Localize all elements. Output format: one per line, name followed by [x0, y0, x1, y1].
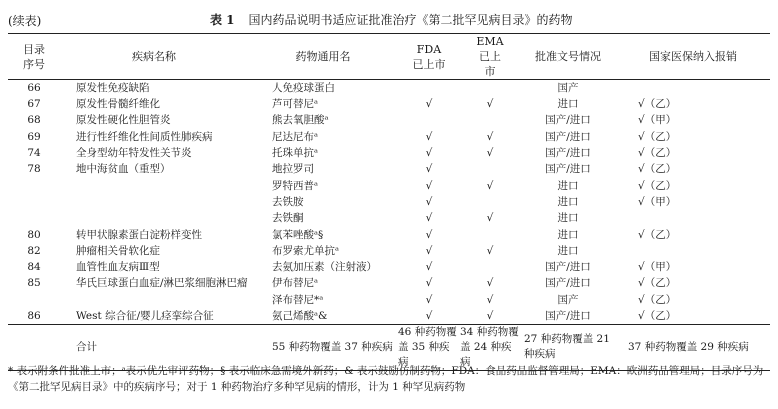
cell-approval: 国产/进口: [545, 163, 591, 176]
cell-drug: 伊布替尼ᵃ: [272, 277, 319, 290]
cell-drug: 地拉罗司: [272, 163, 314, 176]
cell-drug: 泽布替尼*ᵃ: [272, 293, 324, 306]
header-ema: EMA已上市: [476, 35, 504, 78]
cell-approval: 国产/进口: [545, 130, 591, 143]
cell-insurance: √（乙）: [638, 277, 677, 290]
cell-disease: [60, 194, 248, 210]
cell-insurance: [616, 80, 770, 97]
table-row: [8, 145, 770, 161]
total-drug: 55 种药物覆盖 37 种疾病: [272, 340, 393, 353]
cell-drug: 托珠单抗ᵃ: [272, 147, 319, 160]
cell-fda: √: [425, 147, 433, 160]
cell-ema: √: [486, 98, 494, 111]
cell-disease: 肿瘤相关骨软化症: [76, 244, 160, 257]
cell-fda: √: [425, 163, 433, 176]
cell-disease: West 综合征/婴儿痉挛综合征: [76, 309, 214, 322]
cell-fda: √: [425, 277, 433, 290]
table-row: [8, 80, 770, 97]
cell-disease: 原发性硬化性胆管炎: [76, 114, 171, 127]
cell-disease: 全身型幼年特发性关节炎: [76, 147, 192, 160]
cell-insurance: √（乙）: [638, 228, 677, 241]
cell-insurance: √（甲）: [638, 114, 677, 127]
table-row: [8, 177, 770, 193]
cell-ema: [460, 259, 520, 275]
cell-num: 84: [27, 261, 41, 274]
cell-approval: 国产: [557, 82, 579, 94]
cell-fda: √: [425, 309, 433, 322]
cell-approval: 国产/进口: [545, 147, 591, 160]
table-label: 表 1: [210, 13, 235, 27]
cell-drug: 去氨加压素（注射液）: [272, 261, 377, 274]
cell-drug: 芦可替尼ᵃ: [272, 98, 319, 111]
cell-ema: √: [486, 244, 494, 257]
total-fda: 46 种药物覆盖 35 种疾病: [398, 325, 457, 368]
cell-num: [8, 177, 60, 193]
cell-disease: 转甲状腺素蛋白淀粉样变性: [76, 228, 202, 241]
cell-fda: √: [425, 212, 433, 225]
drug-table: [8, 33, 770, 371]
cell-insurance: √（乙）: [638, 147, 677, 160]
cell-drug: 熊去氧胆酸ᵃ: [272, 114, 329, 127]
cell-fda: √: [425, 228, 433, 241]
cell-approval: 国产: [557, 293, 579, 306]
cell-insurance: √（甲）: [638, 261, 677, 274]
cell-insurance: √（乙）: [638, 309, 677, 322]
header-fda: FDA已上市: [412, 42, 446, 71]
cell-fda: √: [425, 195, 433, 208]
cell-drug: 尼达尼布ᵃ: [272, 130, 319, 143]
cell-num: 78: [27, 163, 41, 176]
cell-drug: 人免疫球蛋白: [272, 82, 335, 94]
cell-insurance: [616, 210, 770, 226]
cell-ema: √: [486, 130, 494, 143]
cell-approval: 进口: [557, 98, 579, 111]
cell-ema: [460, 112, 520, 128]
cell-num: [8, 292, 60, 308]
cell-ema: √: [486, 179, 494, 192]
header-num: 目录序号: [23, 42, 45, 71]
cell-approval: 进口: [557, 228, 579, 241]
table-row: [8, 243, 770, 259]
cell-num: 69: [27, 130, 41, 143]
cell-insurance: √（乙）: [638, 98, 677, 111]
cell-num: 68: [27, 114, 41, 127]
header-disease: 疾病名称: [132, 50, 176, 63]
total-insurance: 37 种药物覆盖 29 种疾病: [628, 340, 749, 353]
table-row: [8, 210, 770, 226]
cell-insurance: [616, 243, 770, 259]
table-row: [8, 226, 770, 242]
cell-drug: 去铁酮: [272, 212, 304, 225]
cell-ema: [460, 80, 520, 97]
cell-disease: [60, 177, 248, 193]
cell-ema: [460, 161, 520, 177]
cell-ema: [460, 226, 520, 242]
header-approval: 批准文号情况: [535, 50, 601, 63]
header-drug: 药物通用名: [295, 50, 351, 63]
cell-fda: √: [425, 98, 433, 111]
table-row: [8, 112, 770, 128]
cell-ema: [460, 194, 520, 210]
cell-fda: √: [425, 130, 433, 143]
total-ema: 34 种药物覆盖 24 种疾病: [460, 325, 519, 368]
cell-insurance: √（乙）: [638, 293, 677, 306]
table-body: [8, 80, 770, 371]
cell-fda: [398, 80, 460, 97]
cell-disease: [60, 292, 248, 308]
cell-approval: 国产/进口: [545, 261, 591, 274]
cell-num: [8, 194, 60, 210]
cell-insurance: √（甲）: [638, 195, 677, 208]
cell-drug: 罗特西普ᵃ: [272, 179, 319, 192]
table-title-text: 国内药品说明书适应证批准治疗《第二批罕见病目录》的药物: [248, 13, 573, 27]
cell-disease: 血管性血友病Ⅲ型: [76, 261, 160, 274]
cell-approval: 进口: [557, 195, 579, 208]
cell-disease: 原发性骨髓纤维化: [76, 98, 160, 111]
cell-disease: 华氏巨球蛋白血症/淋巴浆细胞淋巴瘤: [76, 277, 248, 290]
cell-disease: 原发性免疫缺陷: [76, 82, 150, 94]
cell-fda: √: [425, 244, 433, 257]
table-title: [210, 11, 573, 28]
cell-fda: √: [425, 293, 433, 306]
cell-approval: 进口: [557, 179, 579, 192]
cell-drug: 氯苯唑酸ᵃ§: [272, 228, 324, 241]
cell-approval: 国产/进口: [545, 277, 591, 290]
cell-ema: √: [486, 212, 494, 225]
cell-insurance: √（乙）: [638, 163, 677, 176]
total-label: 合计: [76, 340, 97, 353]
cell-ema: √: [486, 293, 494, 306]
continued-label: (续表): [8, 14, 42, 28]
cell-num: 85: [27, 277, 41, 290]
cell-num: 67: [27, 98, 41, 111]
total-approval: 27 种药物覆盖 21 种疾病: [524, 333, 610, 361]
cell-ema: √: [486, 309, 494, 322]
table-row: [8, 259, 770, 275]
cell-disease: 进行性纤维化性间质性肺疾病: [76, 130, 213, 143]
table-row: [8, 129, 770, 145]
cell-ema: √: [486, 277, 494, 290]
cell-drug: 布罗索尤单抗ᵃ: [272, 244, 340, 257]
table-row: [8, 194, 770, 210]
cell-approval: 进口: [557, 244, 579, 257]
cell-disease: 地中海贫血（重型）: [76, 163, 171, 176]
header-insurance: 国家医保纳入报销: [649, 50, 737, 63]
table-row: [8, 275, 770, 291]
cell-fda: [398, 112, 460, 128]
cell-fda: √: [425, 179, 433, 192]
table-header: [8, 34, 770, 80]
cell-num: 86: [27, 309, 41, 322]
table-row: [8, 308, 770, 325]
cell-insurance: √（乙）: [638, 179, 677, 192]
cell-approval: 进口: [557, 212, 579, 225]
cell-disease: [60, 210, 248, 226]
table-row: [8, 161, 770, 177]
cell-drug: 去铁胺: [272, 195, 304, 208]
cell-approval: 国产/进口: [545, 309, 591, 322]
cell-num: 82: [27, 244, 41, 257]
cell-num: [8, 210, 60, 226]
cell-insurance: √（乙）: [638, 130, 677, 143]
cell-num: 74: [27, 147, 41, 160]
table-row: [8, 96, 770, 112]
cell-num: 80: [27, 228, 41, 241]
cell-fda: √: [425, 261, 433, 274]
table-row: [8, 292, 770, 308]
cell-num: 66: [27, 82, 41, 94]
cell-drug: 氨己烯酸ᵃ&: [272, 309, 328, 322]
footnote: * 表示附条件批准上市；ᵃ表示优先审评药物；§ 表示临床急需境外新药；& 表示鼓励仿制药物；FDA：食品药品监督管理局；EMA：欧洲药品管理局；目录序号为《第二批罕见病目录》中的疾病序号；对于 1 种药物治疗多种罕见病的情形，计为 1 种罕见病药物: [8, 365, 764, 393]
cell-approval: 国产/进口: [545, 114, 591, 127]
cell-ema: √: [486, 147, 494, 160]
